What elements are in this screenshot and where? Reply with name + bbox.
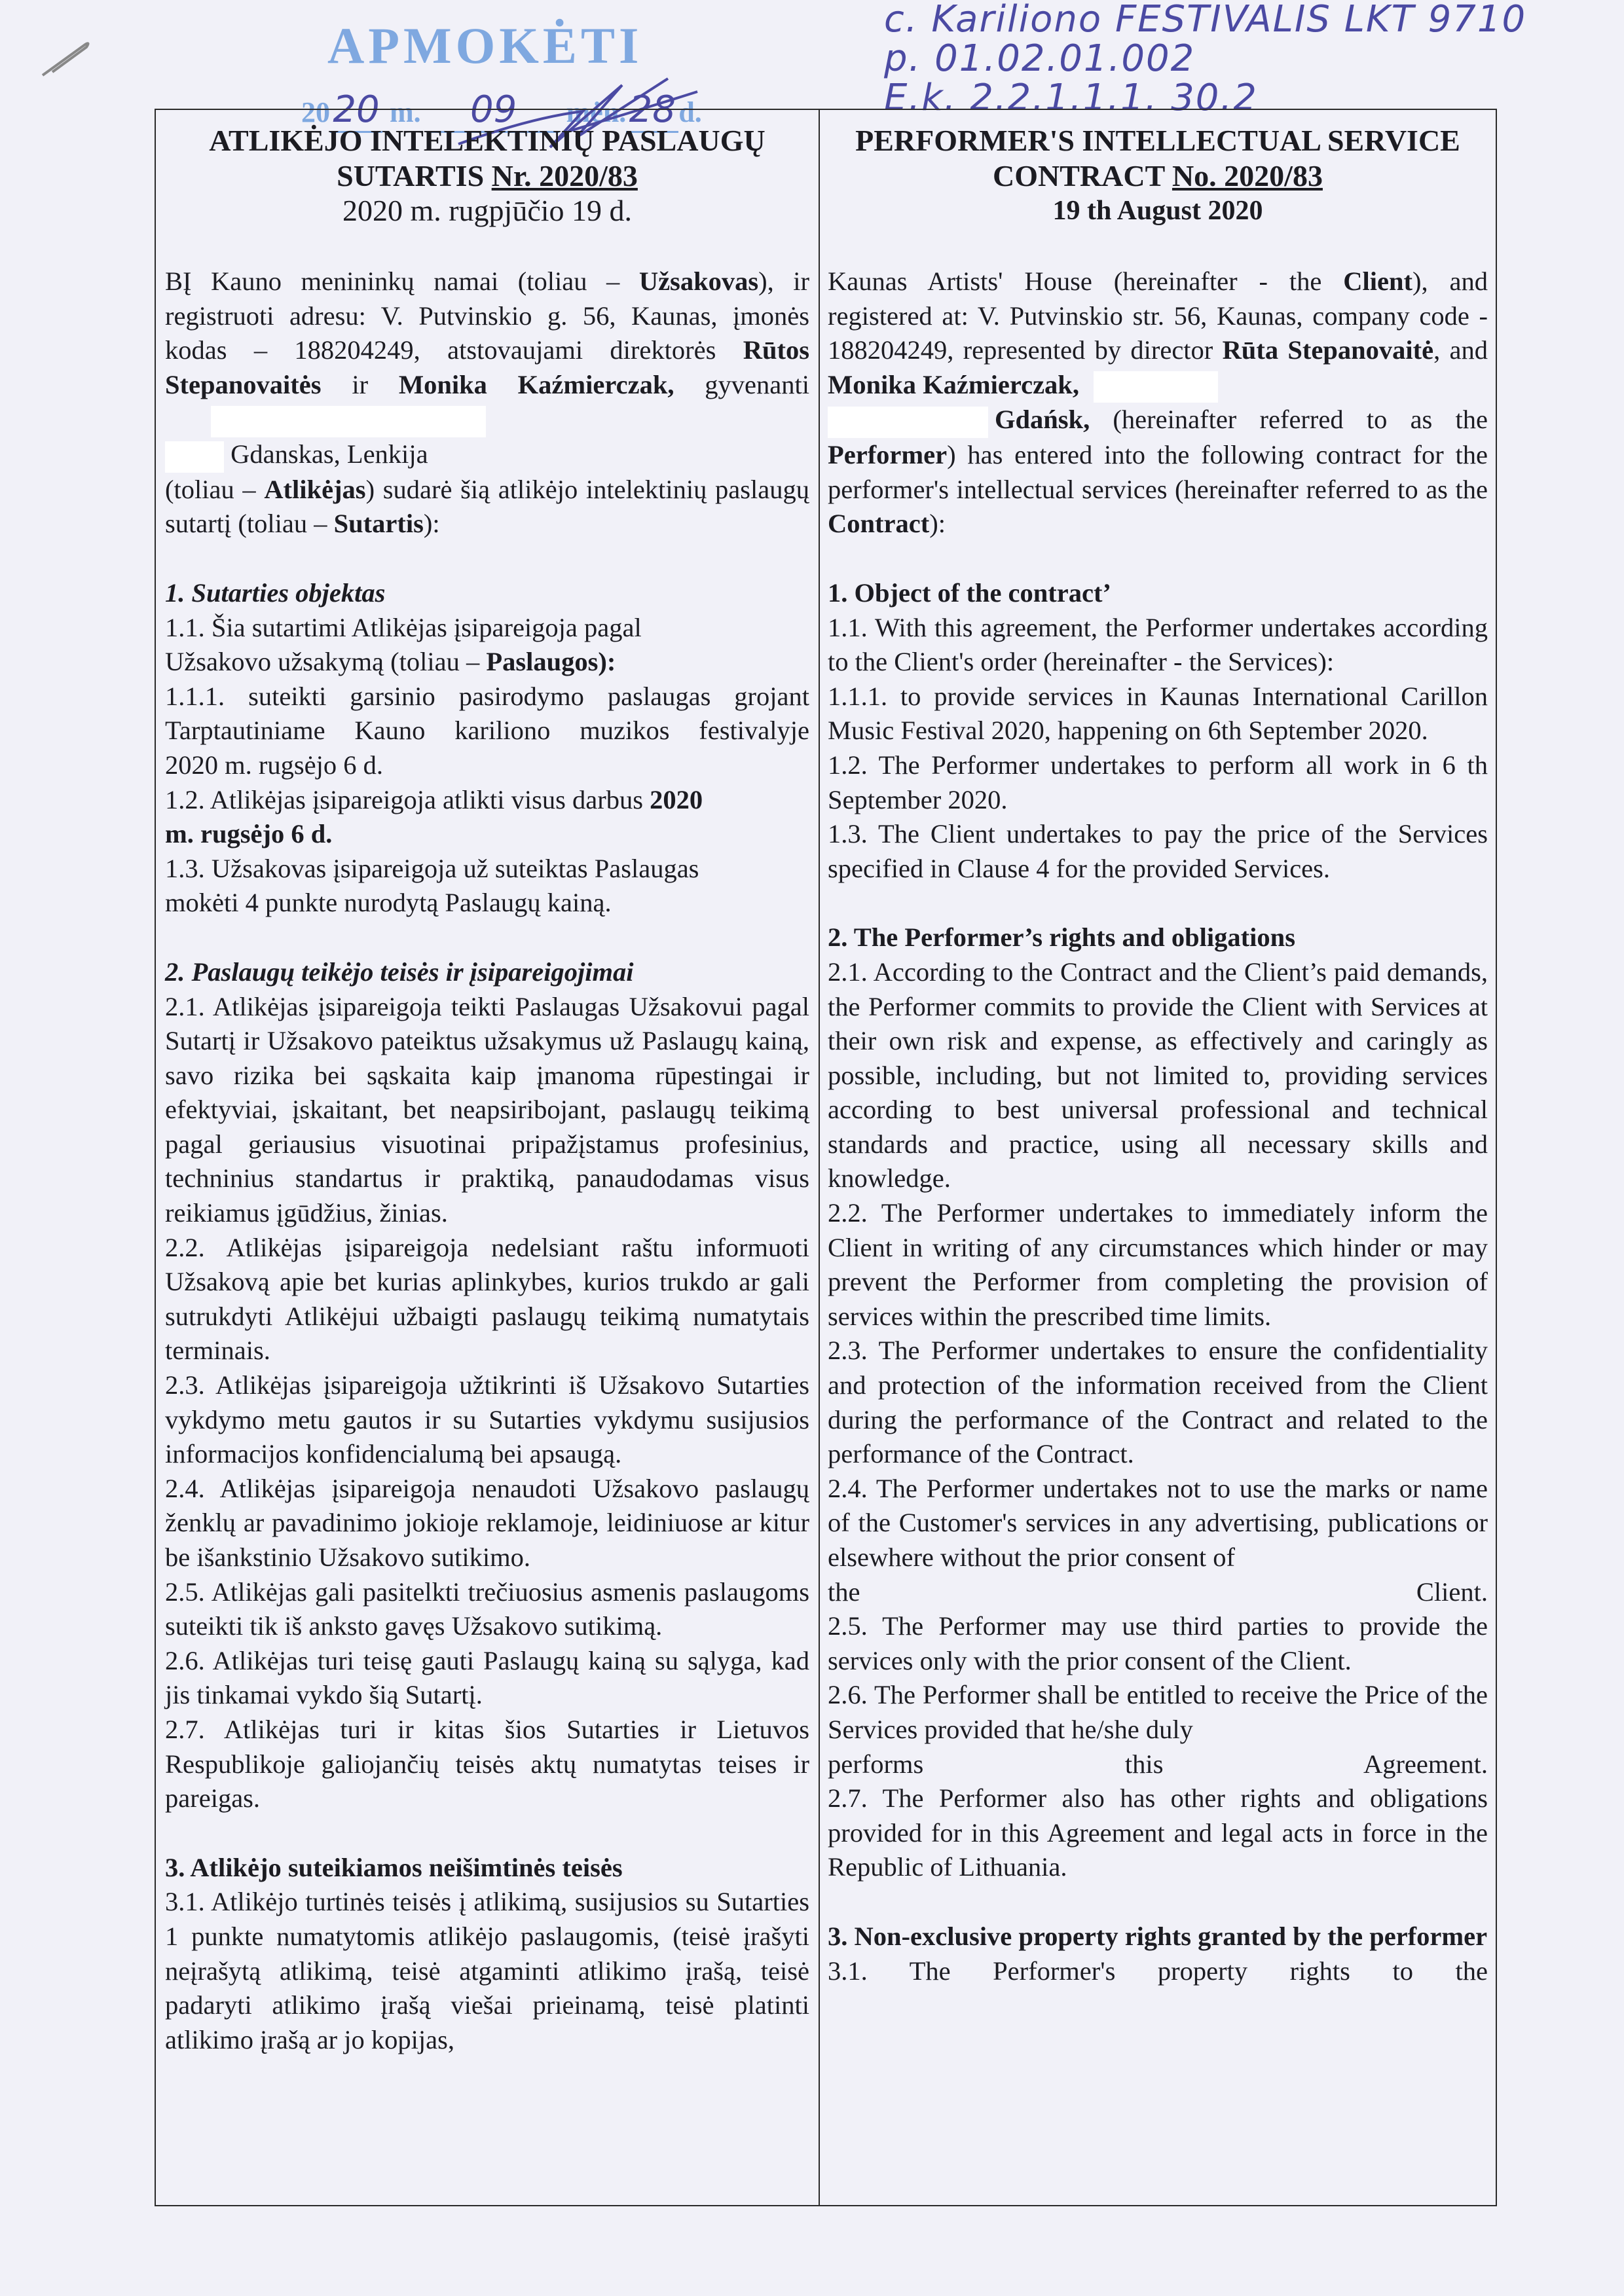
stamp-month-handwritten: 09 bbox=[470, 88, 517, 131]
en-contract-number: No. 2020/83 bbox=[1172, 159, 1323, 192]
en-clause-2-5: 2.5. The Performer may use third parties to provide the services only with the prior consent of the Client. bbox=[828, 1611, 1488, 1675]
stamp-word: APMOKĖTI bbox=[327, 17, 643, 74]
lt-clause-1-1-1b: Tarptautiniame Kauno kariliono muzikos festivalyje bbox=[165, 716, 809, 746]
text: ): bbox=[929, 509, 946, 539]
lt-clause-1-3a: 1.3. Užsakovas įsipareigoja už suteiktas Paslaugas bbox=[165, 853, 699, 883]
en-clause-3-1: 3.1. The Performer's property rights to the bbox=[828, 1956, 1488, 1986]
contract-table bbox=[155, 109, 1497, 2206]
text: (toliau – bbox=[165, 474, 265, 504]
lt-title-line2 bbox=[165, 158, 809, 194]
paperclip-icon bbox=[39, 39, 98, 79]
text: 1.2. Atlikėjas įsipareigoja atlikti visus darbus bbox=[165, 784, 650, 814]
redacted-address bbox=[1094, 371, 1218, 403]
lt-title-prefix: SUTARTIS bbox=[337, 159, 492, 192]
text: BĮ Kauno menininkų namai (toliau – bbox=[165, 266, 639, 296]
lt-clause-2-3: 2.3. Atlikėjas įsipareigoja užtikrinti iš Užsakovo Sutarties vykdymo metu gautos ir su Sutarties vykdymu susijusios informacijos konfidencialumą bei apsaugą. bbox=[165, 1370, 809, 1469]
handwritten-note-line: p. 01.02.01.002 bbox=[884, 37, 1196, 80]
en-clause-1-1-1: 1.1.1. to provide services in Kaunas International Carillon Music Festival 2020, happening on 6th September 2020. bbox=[828, 681, 1488, 746]
en-clause-1-2: 1.2. The Performer undertakes to perform all work in 6 th September 2020. bbox=[828, 750, 1488, 814]
en-clause-2-7: 2.7. The Performer also has other rights and obligations provided for in this Agreement and legal acts in force in the Republic of Lithuania. bbox=[828, 1783, 1488, 1882]
lt-clause-3-1: 3.1. Atlikėjo turtinės teisės į atlikimą, susijusios su Sutarties 1 punkte numatytomis atlikėjo paslaugomis, (teisė įrašyti neįrašytą atlikimą, teisė atgaminti atlikimo įrašą, teisė padaryti atlikimo įrašą viešai prieinamą, teisė platinti atlikimo įrašą ar jo kopijas, bbox=[165, 1887, 809, 2054]
lt-clause-1-1b bbox=[165, 645, 809, 680]
en-clause-2-6b: performs this Agreement. bbox=[828, 1749, 1488, 1779]
text: ): bbox=[423, 509, 440, 539]
lt-clause-2-5: 2.5. Atlikėjas gali pasitelkti trečiuosius asmenis paslaugoms suteikti tik iš anksto gavęs Užsakovo sutikimą. bbox=[165, 1576, 809, 1641]
term-contract: Contract bbox=[828, 509, 930, 539]
en-clause-2-1: 2.1. According to the Contract and the Client’s paid demands, the Performer commits to provide the Client with Services at their own risk and expense, as effectively and caringly as possible, including, but not limited to, providing services according to best universal professional and technical standards and practice, using all necessary skills and knowledge. bbox=[828, 957, 1488, 1194]
term-client: Client bbox=[1343, 266, 1413, 296]
lt-clause-1-1a: 1.1. Šia sutartimi Atlikėjas įsipareigoja pagal bbox=[165, 612, 642, 642]
term-contract: Sutartis bbox=[333, 509, 424, 539]
handwritten-note-line: c. Kariliono FESTIVALIS LKT 9710 bbox=[884, 0, 1527, 41]
lt-clause-2-4: 2.4. Atlikėjas įsipareigoja nenaudoti Užsakovo paslaugų ženklų ar pavadinimo jokioje reklamoje, leidiniuose ar kitur be išankstinio Užsakovo sutikimo. bbox=[165, 1473, 809, 1572]
text: gyvenanti bbox=[674, 369, 809, 399]
lt-clause-2-6: 2.6. Atlikėjas turi teisę gauti Paslaugų kainą su sąlyga, kad jis tinkamai vykdo šią Sutartį. bbox=[165, 1645, 809, 1710]
text: ), ir registruoti adresu: V. Putvinskio g. 56, Kaunas, įmonės kodas – 188204249, atstovaujami direktorės bbox=[165, 266, 809, 365]
director-name: Rūta Stepanovaitė bbox=[1222, 335, 1434, 365]
lt-clause-1-3b: mokėti 4 punkte nurodytą Paslaugų kainą. bbox=[165, 888, 612, 918]
lt-intro-paragraph bbox=[165, 264, 809, 541]
payment-stamp bbox=[301, 16, 702, 131]
stamp-year-suffix: m. bbox=[390, 96, 421, 128]
lt-contract-date: 2020 m. rugpjūčio 19 d. bbox=[342, 194, 633, 227]
redacted-address bbox=[165, 441, 224, 473]
lt-clause-1-1-1c: 2020 m. rugsėjo 6 d. bbox=[165, 750, 383, 780]
text: ) has entered into the following contract for the performer's intellectual services (hereinafter referred to as the bbox=[828, 440, 1488, 504]
lt-section3-heading: 3. Atlikėjo suteikiamos neišimtinės teisės bbox=[165, 1852, 623, 1882]
term-services: Paslaugos): bbox=[486, 647, 616, 677]
handwritten-note-line: E.k. 2.2.1.1.1. 30.2 bbox=[884, 77, 1258, 119]
lt-clause-1-2 bbox=[165, 783, 809, 852]
en-section2-heading: 2. The Performer’s rights and obligations bbox=[828, 922, 1295, 953]
lt-section1-heading: 1. Sutarties objektas bbox=[165, 577, 386, 608]
en-clause-1-1: 1.1. With this agreement, the Performer undertakes according to the Client's order (hereinafter - the Services): bbox=[828, 612, 1488, 677]
en-clause-1-3: 1.3. The Client undertakes to pay the price of the Services specified in Clause 4 for the provided Services. bbox=[828, 819, 1488, 883]
redacted-address bbox=[211, 406, 486, 437]
lt-contract-number: Nr. 2020/83 bbox=[491, 159, 638, 192]
performer-city: Gdańsk, bbox=[995, 405, 1090, 435]
text: Kaunas Artists' House (hereinafter - the bbox=[828, 266, 1344, 296]
lt-clause-2-2: 2.2. Atlikėjas įsipareigoja nedelsiant raštu informuoti Užsakovą apie bet kurias aplinkybes, kurios trukdo ar gali sutrukdyti Atlikėjui užbaigti paslaugų teikimą numatytais terminais. bbox=[165, 1232, 809, 1366]
en-title-prefix: CONTRACT bbox=[993, 159, 1172, 192]
text: ir bbox=[321, 369, 399, 399]
en-clause-2-4a: 2.4. The Performer undertakes not to use the marks or name of the Customer's services in any advertising, publications or elsewhere without the prior consent of bbox=[828, 1473, 1488, 1572]
performer-name: Monika Kaźmierczak, bbox=[828, 369, 1079, 399]
director-name: Rūtos Stepanovaitės bbox=[165, 335, 809, 399]
en-clause-2-2: 2.2. The Performer undertakes to immediately inform the Client in writing of any circumstances which hinder or may prevent the Performer from completing the provision of services within the prescribed time limits. bbox=[828, 1198, 1488, 1331]
city-country: Gdanskas, Lenkija bbox=[224, 439, 428, 469]
performer-name: Monika Kaźmierczak, bbox=[398, 369, 674, 399]
stamp-year-prefix: 20 bbox=[301, 96, 330, 128]
en-section1-heading: 1. Object of the contract’ bbox=[828, 577, 1111, 608]
text: ), and registered at: V. Putvinskio str. 56, Kaunas, company code - 188204249, represented by director bbox=[828, 266, 1488, 365]
text: , and bbox=[1433, 335, 1488, 365]
redacted-address bbox=[828, 407, 988, 438]
stamp-day-handwritten: 28 bbox=[629, 88, 676, 131]
performance-date: m. rugsėjo 6 d. bbox=[165, 819, 333, 849]
text: (hereinafter referred to as the bbox=[1090, 405, 1488, 435]
en-title-line1: PERFORMER'S INTELLECTUAL SERVICE bbox=[855, 124, 1460, 157]
term-client: Užsakovas bbox=[638, 266, 759, 296]
stamp-year-handwritten: 20 bbox=[333, 88, 380, 131]
en-section3-heading: 3. Non-exclusive property rights granted by the performer bbox=[828, 1921, 1488, 1951]
lt-title-line1: ATLIKĖJO INTELEKTINIŲ PASLAUGŲ bbox=[209, 124, 766, 157]
en-clause-2-6a: 2.6. The Performer shall be entitled to receive the Price of the Services provided that he/she duly bbox=[828, 1680, 1488, 1744]
en-clause-2-4b: the Client. bbox=[828, 1576, 1488, 1607]
english-column bbox=[820, 110, 1496, 2205]
handwritten-notes bbox=[884, 0, 1527, 119]
term-performer: Performer bbox=[828, 440, 948, 470]
en-title-line2 bbox=[828, 158, 1488, 194]
lt-clause-1-1-1a: 1.1.1. suteikti garsinio pasirodymo paslaugas grojant bbox=[165, 681, 809, 711]
text: Užsakovo užsakymą (toliau – bbox=[165, 647, 487, 677]
en-intro-paragraph bbox=[828, 264, 1488, 541]
en-contract-date: 19 th August 2020 bbox=[1052, 196, 1263, 226]
lt-clause-2-7: 2.7. Atlikėjas turi ir kitas šios Sutarties ir Lietuvos Respublikoje galiojančių teisės aktų numatytas teises ir pareigas. bbox=[165, 1714, 809, 1813]
performance-date: 2020 bbox=[650, 784, 703, 814]
lithuanian-column bbox=[156, 110, 820, 2205]
en-clause-2-3: 2.3. The Performer undertakes to ensure the confidentiality and protection of the information received from the Client during the performance of the Contract and related to the performance of the Contract. bbox=[828, 1336, 1488, 1469]
stamp-day-suffix: d. bbox=[678, 96, 702, 128]
stamp-month-suffix: mėn. bbox=[566, 96, 627, 128]
lt-clause-2-1: 2.1. Atlikėjas įsipareigoja teikti Paslaugas Užsakovui pagal Sutartį ir Užsakovo pateiktus užsakymus už Paslaugų kainą, savo rizika bei sąskaita kaip įmanoma rūpestingai ir efektyviai, įskaitant, bet neapsiribojant, paslaugų teikimą pagal geriausius visuotinai pripažįstamus profesinius, techninius standartus ir praktiką, panaudodamas visus reikiamus įgūdžius, žinias. bbox=[165, 991, 809, 1228]
term-performer: Atlikėjas bbox=[264, 474, 366, 504]
text: ) sudarė šią atlikėjo intelektinių paslaugų sutartį (toliau – bbox=[165, 474, 809, 539]
lt-section2-heading: 2. Paslaugų teikėjo teisės ir įsipareigojimai bbox=[165, 957, 634, 987]
